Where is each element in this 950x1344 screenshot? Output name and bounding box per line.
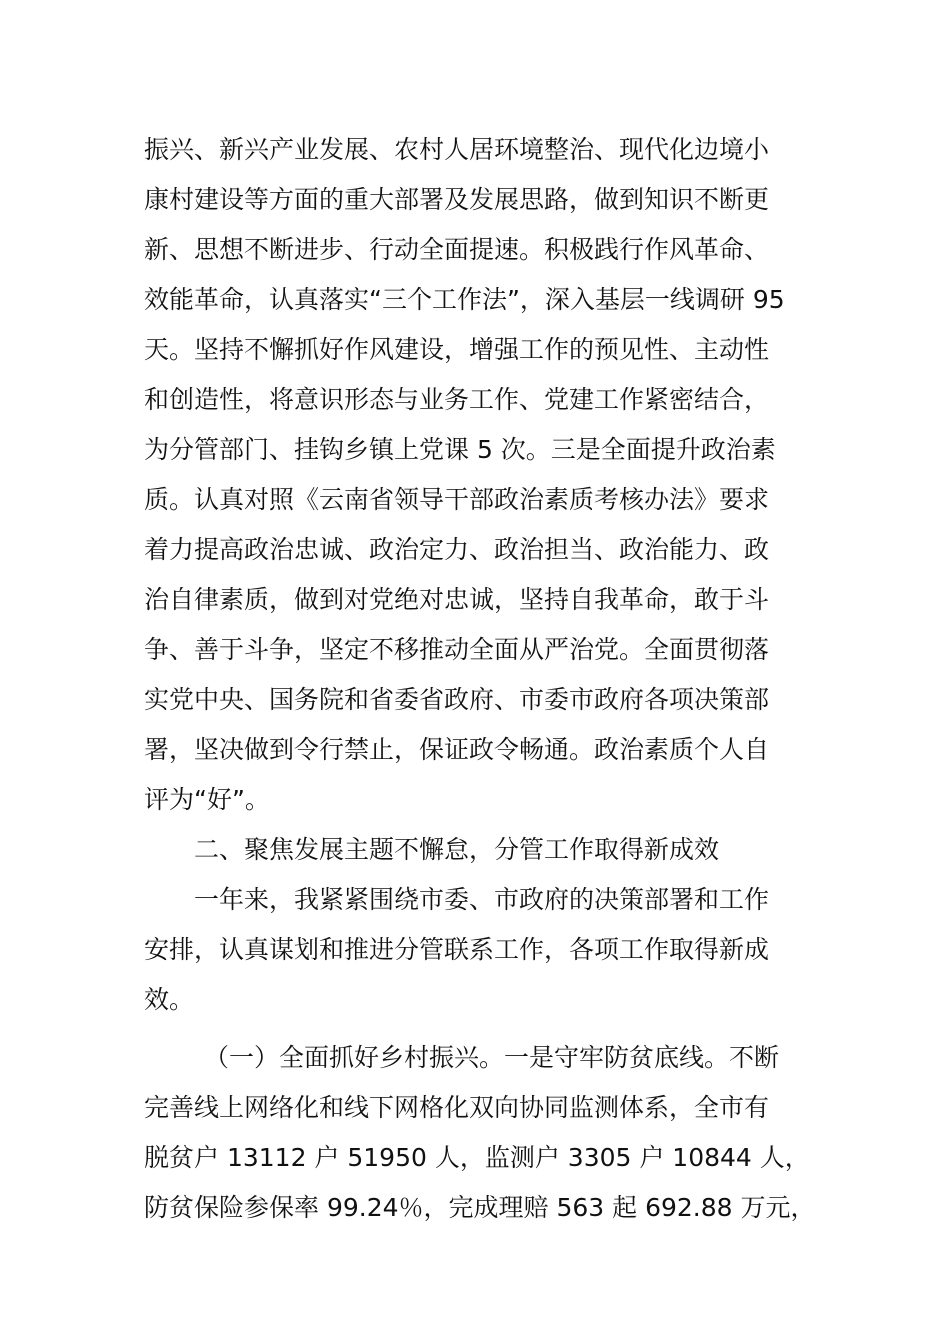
- text-line: 和创造性，将意识形态与业务工作、党建工作紧密结合，: [144, 385, 770, 414]
- text-line: 安排，认真谋划和推进分管联系工作，各项工作取得新成: [144, 935, 770, 964]
- text-line: 质。认真对照《云南省领导干部政治素质考核办法》要求: [144, 485, 770, 514]
- text-line: 实党中央、国务院和省委省政府、市委市政府各项决策部: [144, 685, 770, 714]
- text-line: 争、善于斗争，坚定不移推动全面从严治党。全面贯彻落: [144, 635, 770, 664]
- text-line: 效。: [144, 985, 195, 1014]
- text-line: 效能革命，认真落实“三个工作法”，深入基层一线调研 95: [144, 285, 785, 314]
- text-line: 完善线上网络化和线下网格化双向协同监测体系，全市有: [144, 1093, 770, 1122]
- subsection-heading: （一）全面抓好乡村振兴。一是守牢防贫底线。不断: [204, 1043, 780, 1072]
- text-line: 新、思想不断进步、行动全面提速。积极践行作风革命、: [144, 235, 770, 264]
- text-line: 振兴、新兴产业发展、农村人居环境整治、现代化边境小: [144, 135, 770, 164]
- section-heading: 二、聚焦发展主题不懈怠，分管工作取得新成效: [194, 835, 720, 864]
- text-line: 着力提高政治忠诚、政治定力、政治担当、政治能力、政: [144, 535, 770, 564]
- text-line: 康村建设等方面的重大部署及发展思路，做到知识不断更: [144, 185, 770, 214]
- text-line: 评为“好”。: [144, 785, 270, 814]
- document-body: [144, 125, 834, 1233]
- text-line: 署，坚决做到令行禁止，保证政令畅通。政治素质个人自: [144, 735, 770, 764]
- paragraph-gap: [144, 1025, 834, 1033]
- text-line: 防贫保险参保率 99.24％，完成理赔 563 起 692.88 万元，: [144, 1193, 816, 1222]
- text-line: 治自律素质，做到对党绝对忠诚，坚持自我革命，敢于斗: [144, 585, 770, 614]
- text-line: 为分管部门、挂钩乡镇上党课 5 次。三是全面提升政治素: [144, 435, 776, 464]
- text-line: 一年来，我紧紧围绕市委、市政府的决策部署和工作: [194, 885, 770, 914]
- text-line: 天。坚持不懈抓好作风建设，增强工作的预见性、主动性: [144, 335, 770, 364]
- text-line: 脱贫户 13112 户 51950 人，监测户 3305 户 10844 人，: [144, 1143, 810, 1172]
